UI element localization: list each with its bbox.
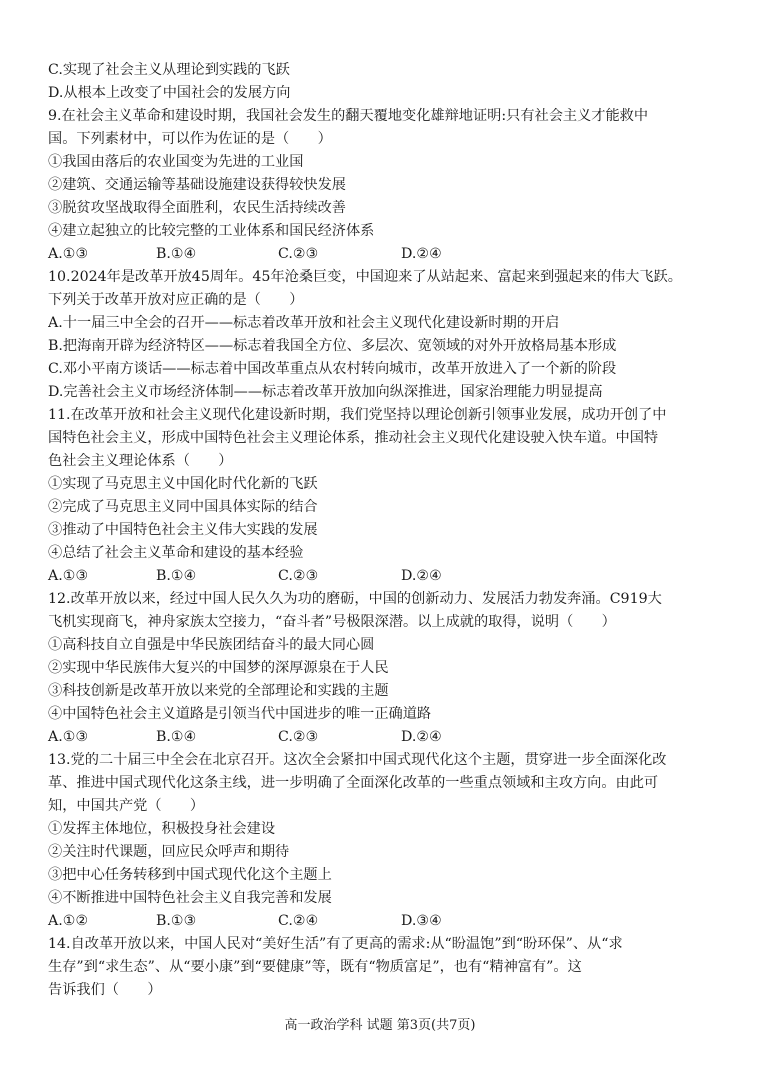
question-10 bbox=[48, 266, 720, 404]
question-11-option-b: B.①④ bbox=[156, 568, 197, 584]
question-11-stem-2: 国特色社会主义，形成中国特色社会主义理论体系，推动社会主义现代化建设驶入快车道。中国特 bbox=[48, 430, 659, 446]
question-13-stem-1: 13.党的二十届三中全会在北京召开。这次全会紧扣中国式现代化这个主题，贯穿进一步全面深化改 bbox=[48, 752, 667, 768]
question-14-stem-1: 14.自改革开放以来，中国人民对“美好生活”有了更高的需求:从“盼温饱”到“盼环保”、从“求 bbox=[48, 936, 623, 952]
question-12 bbox=[48, 588, 720, 749]
question-12-item-1: ①高科技自立自强是中华民族团结奋斗的最大同心圆 bbox=[48, 637, 375, 653]
question-11-stem-3: 色社会主义理论体系（ ） bbox=[48, 453, 233, 469]
question-13-option-d: D.③④ bbox=[401, 913, 442, 929]
option-d-prev: D.从根本上改变了中国社会的发展方向 bbox=[48, 85, 291, 101]
question-11-item-4: ④总结了社会主义革命和建设的基本经验 bbox=[48, 545, 304, 561]
question-11-options bbox=[48, 565, 720, 588]
question-9-item-2: ②建筑、交通运输等基础设施建设获得较快发展 bbox=[48, 177, 346, 193]
question-9-item-4: ④建立起独立的比较完整的工业体系和国民经济体系 bbox=[48, 223, 375, 239]
question-13-stem-3: 知，中国共产党（ ） bbox=[48, 798, 205, 814]
question-12-item-4: ④中国特色社会主义道路是引领当代中国进步的唯一正确道路 bbox=[48, 706, 432, 722]
question-13-option-b: B.①③ bbox=[156, 913, 197, 929]
question-12-item-2: ②实现中华民族伟大复兴的中国梦的深厚源泉在于人民 bbox=[48, 660, 389, 676]
question-13-option-a: A.①② bbox=[48, 913, 89, 929]
question-13-option-c: C.②④ bbox=[278, 913, 319, 929]
question-10-choice-a: A.十一届三中全会的召开——标志着改革开放和社会主义现代化建设新时期的开启 bbox=[48, 315, 560, 331]
question-9-option-b: B.①④ bbox=[156, 246, 197, 262]
question-12-option-c: C.②③ bbox=[278, 729, 319, 745]
question-13-item-3: ③把中心任务转移到中国式现代化这个主题上 bbox=[48, 867, 332, 883]
question-12-stem-2: 飞机实现商飞，神舟家族太空接力，“奋斗者”号极限深潜。以上成就的取得，说明（ ） bbox=[48, 614, 616, 630]
question-9-stem-2: 国。下列素材中，可以作为佐证的是（ ） bbox=[48, 131, 332, 147]
question-11-option-d: D.②④ bbox=[401, 568, 442, 584]
question-10-stem-2: 下列关于改革开放对应正确的是（ ） bbox=[48, 292, 304, 308]
question-9-stem-1: 9.在社会主义革命和建设时期，我国社会发生的翻天覆地变化雄辩地证明:只有社会主义才能救中 bbox=[48, 108, 649, 124]
question-14-stem-3: 告诉我们（ ） bbox=[48, 982, 162, 998]
question-14 bbox=[48, 933, 720, 1002]
question-14-stem-2: 生存”到“求生态”、从“要小康”到“要健康”等，既有“物质富足”，也有“精神富有”。这 bbox=[48, 959, 582, 975]
question-9-item-3: ③脱贫攻坚战取得全面胜利，农民生活持续改善 bbox=[48, 200, 346, 216]
question-9-options bbox=[48, 243, 720, 266]
question-13 bbox=[48, 749, 720, 933]
question-13-stem-2: 革、推进中国式现代化这条主线，进一步明确了全面深化改革的一些重点领域和主攻方向。由此可 bbox=[48, 775, 659, 791]
question-11-option-a: A.①③ bbox=[48, 568, 89, 584]
question-10-stem-1: 10.2024年是改革开放45周年。45年沧桑巨变，中国迎来了从站起来、富起来到强起来的伟大飞跃。 bbox=[48, 269, 682, 285]
question-10-choice-c: C.邓小平南方谈话——标志着中国改革重点从农村转向城市，改革开放进入了一个新的阶段 bbox=[48, 361, 617, 377]
question-12-option-a: A.①③ bbox=[48, 729, 89, 745]
question-11-item-2: ②完成了马克思主义同中国具体实际的结合 bbox=[48, 499, 318, 515]
question-13-item-4: ④不断推进中国特色社会主义自我完善和发展 bbox=[48, 890, 332, 906]
question-12-stem-1: 12.改革开放以来，经过中国人民久久为功的磨砺，中国的创新动力、发展活力勃发奔涌。C919大 bbox=[48, 591, 662, 607]
question-10-choice-b: B.把海南开辟为经济特区——标志着我国全方位、多层次、宽领域的对外开放格局基本形成 bbox=[48, 338, 617, 354]
question-11-stem-1: 11.在改革开放和社会主义现代化建设新时期，我们党坚持以理论创新引领事业发展，成功开创了中 bbox=[48, 407, 667, 423]
question-11-item-1: ①实现了马克思主义中国化时代化新的飞跃 bbox=[48, 476, 318, 492]
option-c-prev: C.实现了社会主义从理论到实践的飞跃 bbox=[48, 62, 290, 78]
question-10-choice-d: D.完善社会主义市场经济体制——标志着改革开放加向纵深推进，国家治理能力明显提高 bbox=[48, 384, 603, 400]
question-11-option-c: C.②③ bbox=[278, 568, 319, 584]
question-12-options bbox=[48, 726, 720, 749]
question-12-option-d: D.②④ bbox=[401, 729, 442, 745]
question-12-item-3: ③科技创新是改革开放以来党的全部理论和实践的主题 bbox=[48, 683, 389, 699]
page-footer: 高一政治学科 试题 第3页(共7页) bbox=[284, 1018, 476, 1033]
question-13-item-1: ①发挥主体地位，积极投身社会建设 bbox=[48, 821, 276, 837]
question-9-option-c: C.②③ bbox=[278, 246, 319, 262]
question-13-options bbox=[48, 910, 720, 933]
page-content bbox=[48, 59, 720, 1002]
question-12-option-b: B.①④ bbox=[156, 729, 197, 745]
question-11-item-3: ③推动了中国特色社会主义伟大实践的发展 bbox=[48, 522, 318, 538]
question-9-item-1: ①我国由落后的农业国变为先进的工业国 bbox=[48, 154, 304, 170]
question-9-option-a: A.①③ bbox=[48, 246, 89, 262]
question-9 bbox=[48, 105, 720, 266]
question-9-option-d: D.②④ bbox=[401, 246, 442, 262]
question-11 bbox=[48, 404, 720, 588]
question-13-item-2: ②关注时代课题，回应民众呼声和期待 bbox=[48, 844, 290, 860]
